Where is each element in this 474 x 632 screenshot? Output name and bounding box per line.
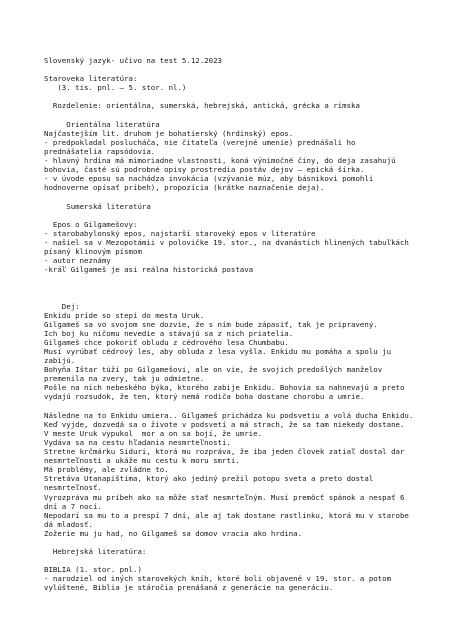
- text-line: - autor neznámy: [44, 256, 111, 266]
- text-line: Vyrozpráva mu príbeh ako sa môže stať nesmrteľným. Musí premôcť spánok a nespať 6: [44, 492, 405, 502]
- text-line: Gilgameš chce pokoriť obludu z cédrového lesa Chumbabu.: [44, 337, 289, 347]
- text-line: BIBLIA (1. stor. pnl.): [44, 565, 142, 575]
- text-line: vydajú rozsudok, že ten, ktorý nemá rodiča boha dostane chorobu a umrie.: [44, 392, 365, 402]
- text-line: V meste Uruk vypukol mor a on sa bojí, že umrie.: [44, 428, 263, 438]
- text-line: - našiel sa v Mezopotámii v polovičke 19. stor., na dvanástich hlinených tabuľkách: [44, 237, 409, 247]
- section-heading-staroveka: Staroveka literatúra:: [44, 74, 138, 84]
- text-line: vylúštené, Biblia je stáročia prenášaná z generácie na generáciu.: [44, 583, 334, 593]
- text-line: Ich boj ku ničomu nevedie a stávajú sa z nich priatelia.: [44, 328, 294, 338]
- text-line: Epos o Gilgamešovy:: [44, 219, 138, 229]
- text-line: bohovia, časté sú podrobné opisy prostredia postáv dejov – epická šírka.: [44, 165, 365, 175]
- text-line: nesmrteľnosť.: [44, 483, 102, 493]
- text-line: Vydáva sa na cestu hľadania nesmrteľnosti.: [44, 437, 231, 447]
- text-line: -kráľ Gilgameš je asi reálna historická postava: [44, 265, 254, 275]
- sumerska-paragraph: [44, 220, 464, 275]
- text-line: - predpokladal poslucháča, nie čitateľa (verejné umenie) prednášali ho: [44, 137, 356, 147]
- text-line: Keď vyjde, dozvedá sa o živote v podsvetí a má strach, že sa tam niekedy dostane.: [44, 419, 405, 429]
- document-page: [44, 56, 464, 593]
- text-line: zabijú.: [44, 356, 76, 366]
- text-line: písaný klinovým písmom: [44, 246, 142, 256]
- text-line: Enkidu príde so stepi do mesta Uruk.: [44, 310, 205, 320]
- staroveka-period: (3. tis. pnl. – 5. stor. nl.): [44, 83, 187, 93]
- text-line: Má problémy, ale zvládne to.: [44, 465, 169, 475]
- orientalna-paragraph: [44, 129, 464, 193]
- text-line: nesmrteľnosti a ukáže mu cestu k moru smrti.: [44, 456, 240, 466]
- text-line: Pošle na nich nebeského býka, ktorého zabije Enkidu. Bohovia sa nahnevajú a preto: [44, 383, 405, 393]
- section-heading-orientalna: Orientálna literatúra: [44, 119, 160, 129]
- text-line: dá mladosť.: [44, 519, 93, 529]
- section-heading-dej: Dej:: [44, 301, 80, 311]
- text-line: Gilgameš sa vo svojom sne dozvie, že s ním bude zápasiť, tak je pripravený.: [44, 319, 378, 329]
- rozdelenie-line: Rozdelenie: orientálna, sumerská, hebrejská, antická, grécka a rímska: [44, 101, 360, 111]
- document-title: Slovenský jazyk- učivo na test 5.12.2023: [44, 56, 222, 65]
- section-heading-sumerska: Sumerská literatúra: [44, 201, 151, 211]
- text-line: Zožerie mu ju had, no Gilgameš sa domov vracia ako hrdina.: [44, 528, 303, 538]
- text-line: - v úvode eposu sa nachádza invokácia (vzývanie múz, aby básnikovi pomohli: [44, 174, 374, 184]
- text-line: prednášatelia rapsódovia.: [44, 146, 156, 156]
- dej-paragraph-a: [44, 311, 464, 402]
- text-line: - starobabylonský epos, najstarší staroveký epos v literatúre: [44, 228, 316, 238]
- text-line: Najčastejším lit. druhom je bohatierský (hrdinský) epos.: [44, 128, 294, 138]
- hebrejska-paragraph: [44, 565, 464, 592]
- text-line: Stretáva Utanapištima, ktorý ako jediný prežil potopu sveta a preto dostal: [44, 474, 374, 484]
- dej-paragraph-b: [44, 411, 464, 538]
- text-line: Následne na to Enkidu umiera.. Gilgameš prichádza ku podsvetiu a volá ducha Enkidu.: [44, 410, 414, 420]
- text-line: Musí vyrúbať cédrový les, aby obluda z lesa vyšla. Enkidu mu pomáha a spolu ju: [44, 347, 392, 356]
- text-line: dní a 7 nocí.: [44, 501, 102, 511]
- text-line: - narodziel od iných starovekých kníh, ktoré boli objavené v 19. stor. a potom: [44, 574, 392, 584]
- text-line: premenila na zvery, tak ju odmietne.: [44, 374, 205, 384]
- text-line: Bohyňa Ištar túži po Gilgamešovi, ale on vie, že svojich predošlých manželov: [44, 365, 383, 375]
- text-line: - hlavný hrdina má mimoriadne vlastnosti, koná výnimočné činy, do deja zasahujú: [44, 156, 396, 166]
- section-heading-hebrejska: Hebrejská literatúra:: [44, 547, 147, 557]
- text-line: hodnoverne opísať príbeh), propozícia (krátke naznačenie deja).: [44, 183, 325, 193]
- text-line: Stretne krčmárku Siduri, ktorá mu rozpráva, že iba jeden človek zatiaľ dostal dar: [44, 447, 405, 457]
- text-line: Nepodarí sa mu to a prespí 7 dní, ale aj tak dostane rastlinku, ktorá mu v starobe: [44, 510, 409, 520]
